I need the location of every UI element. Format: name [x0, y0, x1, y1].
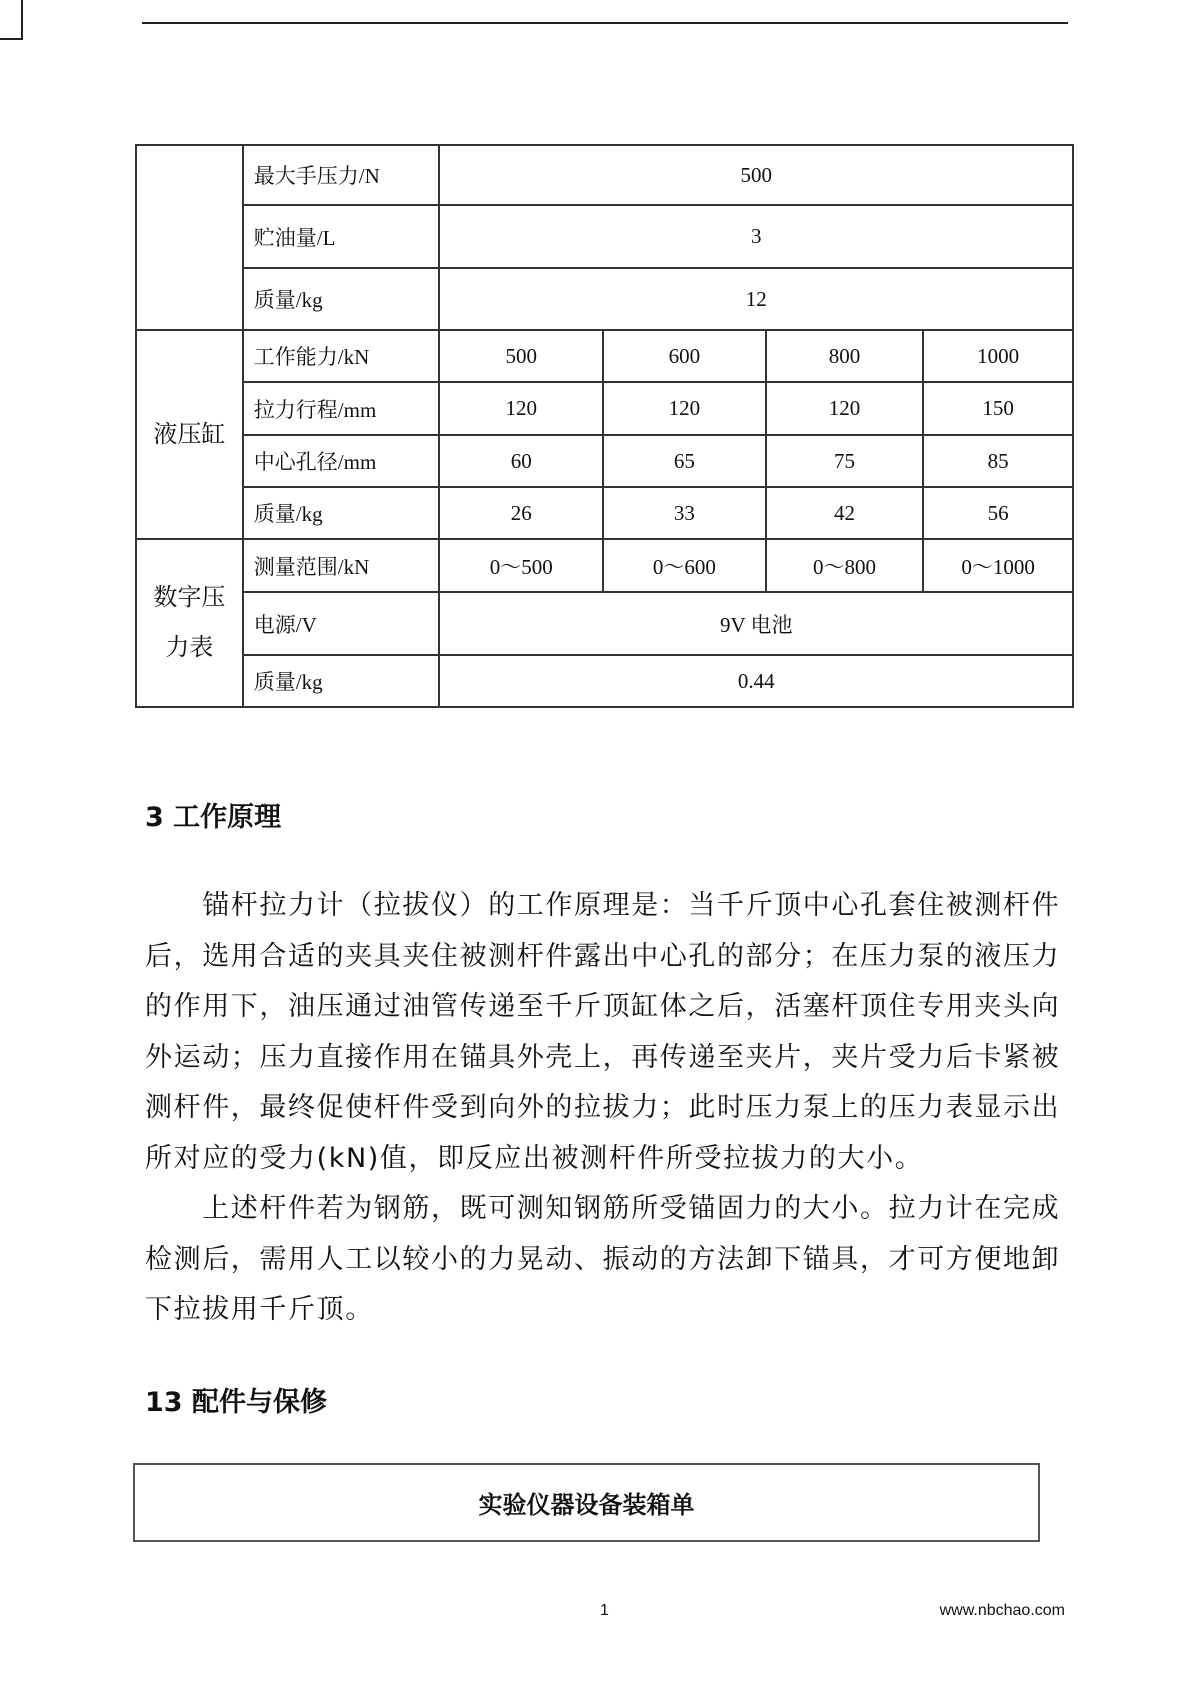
- cell: 85: [923, 435, 1073, 487]
- row-label: 拉力行程/mm: [243, 382, 440, 435]
- row-value: 0.44: [439, 655, 1073, 707]
- row-label: 工作能力/kN: [243, 330, 440, 382]
- cell: 600: [603, 330, 766, 382]
- table-row: [136, 205, 1073, 268]
- cell: 33: [603, 487, 766, 539]
- text-line: 后，选用合适的夹具夹住被测杆件露出中心孔的部分；在压力泵的液压力: [145, 940, 1061, 972]
- row-value: 500: [439, 145, 1073, 205]
- section-heading-13: 13 配件与保修: [145, 1387, 327, 1418]
- gauge-group-label: 数字压力表: [136, 539, 243, 707]
- cell: 120: [439, 382, 603, 435]
- page-number: 1: [600, 1602, 609, 1619]
- row-label: 质量/kg: [243, 268, 440, 330]
- packing-list-title: 实验仪器设备装箱单: [478, 1491, 695, 1519]
- table-row: [136, 145, 1073, 205]
- text-line: 所对应的受力(kN)值，即反应出被测杆件所受拉拔力的大小。: [145, 1142, 924, 1174]
- table-row: [136, 435, 1073, 487]
- cell: 0～600: [603, 539, 766, 592]
- cell: 120: [603, 382, 766, 435]
- header-rule: [142, 22, 1068, 24]
- table-row: [136, 539, 1073, 592]
- cell: 65: [603, 435, 766, 487]
- row-label: 质量/kg: [243, 655, 440, 707]
- packing-list-title-box: [133, 1463, 1040, 1542]
- row-label: 最大手压力/N: [243, 145, 440, 205]
- text-line: 检测后，需用人工以较小的力晃动、振动的方法卸下锚具，才可方便地卸: [145, 1243, 1061, 1275]
- row-label: 中心孔径/mm: [243, 435, 440, 487]
- cell: 800: [766, 330, 924, 382]
- cell: 500: [439, 330, 603, 382]
- cell: 60: [439, 435, 603, 487]
- cell: 0～500: [439, 539, 603, 592]
- pump-group-cell: [136, 145, 243, 330]
- table-row: [136, 268, 1073, 330]
- cell: 150: [923, 382, 1073, 435]
- cell: 75: [766, 435, 924, 487]
- row-value: 9V 电池: [439, 592, 1073, 655]
- cell: 1000: [923, 330, 1073, 382]
- row-label: 电源/V: [243, 592, 440, 655]
- text-line: 测杆件，最终促使杆件受到向外的拉拔力；此时压力泵上的压力表显示出: [145, 1092, 1061, 1123]
- table-row: [136, 330, 1073, 382]
- text-line: 上述杆件若为钢筋，既可测知钢筋所受锚固力的大小。拉力计在完成: [145, 1193, 1061, 1224]
- spec-table: [135, 144, 1074, 708]
- cell: 26: [439, 487, 603, 539]
- cell: 0～1000: [923, 539, 1073, 592]
- table-row: [136, 382, 1073, 435]
- text-line: 下拉拔用千斤顶。: [145, 1294, 374, 1325]
- table-row: [136, 487, 1073, 539]
- paragraph-principle: [145, 881, 1075, 1336]
- text-line: 的作用下，油压通过油管传递至千斤顶缸体之后，活塞杆顶住专用夹头向: [145, 991, 1061, 1022]
- text-line: 外运动；压力直接作用在锚具外壳上，再传递至夹片，夹片受力后卡紧被: [145, 1041, 1061, 1073]
- page-corner-mark: [0, 0, 23, 40]
- row-value: 3: [439, 205, 1073, 268]
- table-row: [136, 655, 1073, 707]
- cell: 56: [923, 487, 1073, 539]
- row-value: 12: [439, 268, 1073, 330]
- footer-site: www.nbchao.com: [939, 1602, 1065, 1619]
- cell: 42: [766, 487, 924, 539]
- cell: 0～800: [766, 539, 924, 592]
- row-label: 测量范围/kN: [243, 539, 440, 592]
- table-row: [136, 592, 1073, 655]
- text-line: 锚杆拉力计（拉拔仪）的工作原理是：当千斤顶中心孔套住被测杆件: [145, 890, 1061, 921]
- row-label: 质量/kg: [243, 487, 440, 539]
- section-heading-3: 3 工作原理: [145, 802, 282, 833]
- cylinder-group-label: 液压缸: [136, 330, 243, 539]
- cell: 120: [766, 382, 924, 435]
- row-label: 贮油量/L: [243, 205, 440, 268]
